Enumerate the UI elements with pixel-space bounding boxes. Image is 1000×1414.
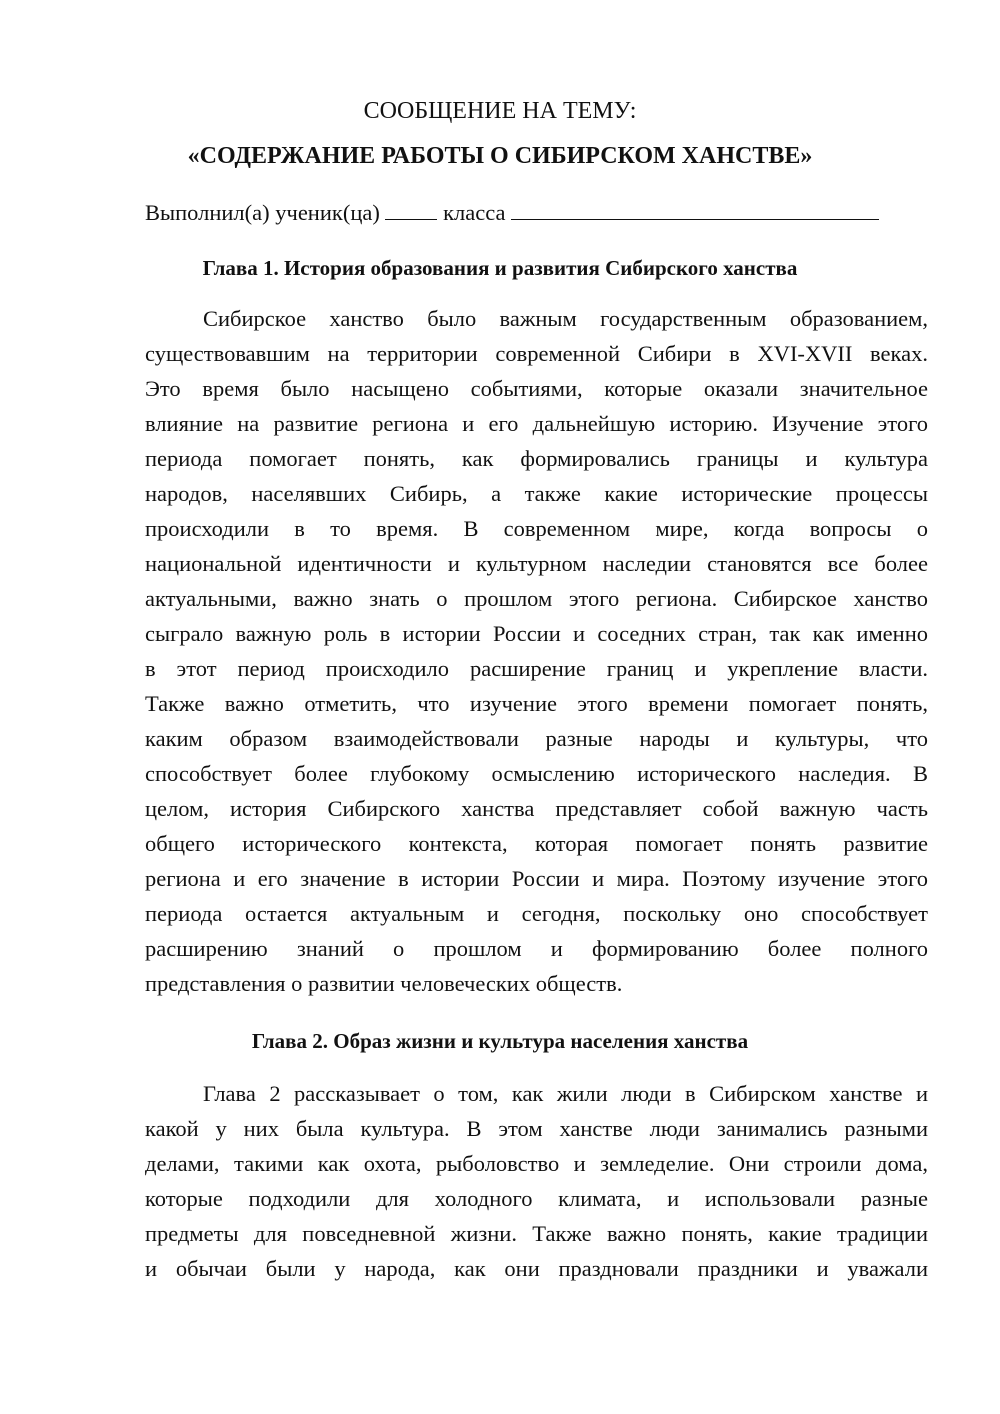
paragraph-line: актуальными, важно знать о прошлом этого региона. Сибирское ханство xyxy=(145,586,928,611)
paragraph-line: существовавшим на территории современной Сибири в XVI-XVII веках. xyxy=(145,341,928,366)
paragraph-line: влияние на развитие региона и его дальнейшую историю. Изучение этого xyxy=(145,411,928,436)
chapter-2-paragraph xyxy=(145,1076,928,1286)
paragraph-line: общего исторического контекста, которая помогает понять развитие xyxy=(145,831,928,856)
paragraph-line: периода остается актуальным и сегодня, поскольку оно способствует xyxy=(145,901,928,926)
paragraph-line: региона и его значение в истории России и мира. Поэтому изучение этого xyxy=(145,866,928,891)
paragraph-line: целом, история Сибирского ханства представляет собой важную часть xyxy=(145,796,928,821)
paragraph-line: Глава 2 рассказывает о том, как жили люди в Сибирском ханстве и xyxy=(203,1081,928,1106)
paragraph-line: национальной идентичности и культурном наследии становятся все более xyxy=(145,551,928,576)
name-blank xyxy=(511,199,879,220)
paragraph-line: сыграло важную роль в истории России и соседних стран, так как именно xyxy=(145,621,928,646)
author-line xyxy=(145,198,925,228)
paragraph-line: Это время было насыщено событиями, которые оказали значительное xyxy=(145,376,928,401)
document-title-line-2: «СОДЕРЖАНИЕ РАБОТЫ О СИБИРСКОМ ХАНСТВЕ» xyxy=(187,143,813,169)
chapter-1-heading: Глава 1. История образования и развития Сибирского ханства xyxy=(202,256,798,280)
paragraph-line: расширению знаний о прошлом и формированию более полного xyxy=(145,936,928,961)
paragraph-line: народов, населявших Сибирь, а также какие исторические процессы xyxy=(145,481,928,506)
paragraph-line: и обычаи были у народа, как они праздновали праздники и уважали xyxy=(145,1256,928,1281)
paragraph-line: представления о развитии человеческих обществ. xyxy=(145,971,623,996)
paragraph-line: какой у них была культура. В этом ханстве люди занимались разными xyxy=(145,1116,928,1141)
class-label: класса xyxy=(443,200,506,225)
paragraph-line: делами, такими как охота, рыболовство и земледелие. Они строили дома, xyxy=(145,1151,928,1176)
paragraph-line: в этот период происходило расширение границ и укрепление власти. xyxy=(145,656,928,681)
grade-blank xyxy=(385,199,437,220)
paragraph-line: которые подходили для холодного климата, и использовали разные xyxy=(145,1186,928,1211)
paragraph-line: периода помогает понять, как формировались границы и культура xyxy=(145,446,928,471)
chapter-1-paragraph xyxy=(145,301,928,1001)
paragraph-line: Сибирское ханство было важным государственным образованием, xyxy=(203,306,928,331)
paragraph-line: каким образом взаимодействовали разные народы и культуры, что xyxy=(145,726,928,751)
paragraph-line: способствует более глубокому осмыслению исторического наследия. В xyxy=(145,761,928,786)
chapter-2-heading: Глава 2. Образ жизни и культура населения ханства xyxy=(251,1029,749,1053)
paragraph-line: предметы для повседневной жизни. Также важно понять, какие традиции xyxy=(145,1221,928,1246)
document-title-line-1: СООБЩЕНИЕ НА ТЕМУ: xyxy=(363,98,637,124)
author-label: Выполнил(а) ученик(ца) xyxy=(145,200,380,225)
paragraph-line: происходили в то время. В современном мире, когда вопросы о xyxy=(145,516,928,541)
paragraph-line: Также важно отметить, что изучение этого времени помогает понять, xyxy=(145,691,928,716)
